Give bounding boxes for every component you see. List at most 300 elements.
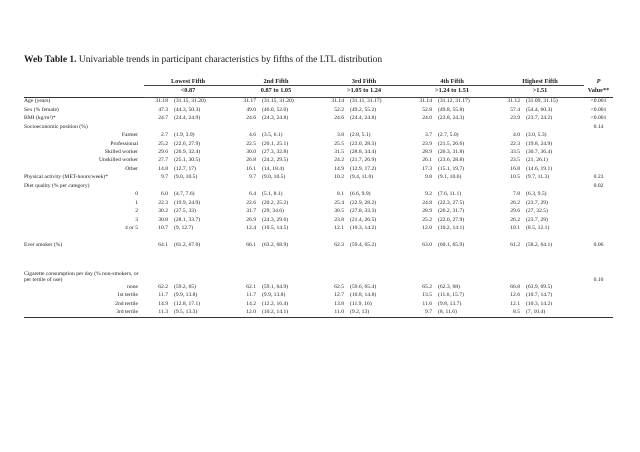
row-label: Age (years): [24, 98, 51, 105]
ci-cell: (9.0, 10.5): [174, 174, 198, 181]
ci-cell: (3.0, 5.3): [526, 132, 547, 139]
estimate-cell: 16.8: [510, 165, 521, 172]
estimate-cell: 14.9: [334, 165, 345, 172]
ci-cell: (31.15, 31.20): [174, 98, 206, 105]
estimate-cell: 11.7: [246, 292, 257, 299]
ci-cell: [522, 268, 584, 283]
ci-cell: (59.1, 64.9): [262, 283, 289, 290]
estimate-cell: 31.17: [243, 98, 257, 105]
estimate-cell: 24.6: [334, 115, 345, 122]
estimate-cell: 23.9: [510, 115, 521, 122]
ci-cell: (27.5, 33): [174, 208, 196, 215]
estimate-cell: 16.1: [246, 165, 257, 172]
ci-cell: (9.4, 11.0): [350, 174, 374, 181]
ci-cell: (19.8, 24.9): [526, 140, 553, 147]
ci-cell: (23.7, 29): [526, 216, 548, 223]
ci-cell: (22.6, 27.9): [438, 216, 465, 223]
estimate-cell: 28.9: [422, 149, 433, 156]
ci-cell: (14, 18.4): [262, 165, 284, 172]
ci-cell: [346, 123, 408, 131]
estimate-cell: 10.5: [510, 174, 521, 181]
ci-cell: (23.6, 28.8): [438, 157, 465, 164]
p-header-top: P: [596, 78, 601, 86]
p-value-cell: [584, 149, 613, 157]
estimate-cell: 30.0: [246, 149, 257, 156]
header-blank: [24, 74, 144, 86]
subcategory-label: Professional: [110, 140, 138, 147]
ci-cell: (25.1, 30.5): [174, 157, 201, 164]
estimate-cell: 12.1: [334, 224, 345, 231]
estimate-cell: 30.5: [334, 208, 345, 215]
ci-cell: (12.9, 17.2): [350, 165, 377, 172]
estimate-cell: 62.3: [334, 242, 345, 249]
estimate-cell: 8.1: [337, 191, 345, 198]
estimate-cell: 6.0: [161, 191, 168, 198]
estimate-cell: 61.2: [510, 242, 521, 249]
section-row: [24, 268, 613, 283]
p-header-bottom: Value**: [587, 87, 610, 95]
estimate-cell: 66.1: [246, 242, 257, 249]
ci-cell: (23.7, 24.2): [526, 115, 553, 122]
estimate-cell: [232, 268, 258, 283]
spacer-cell: [24, 233, 613, 242]
ci-cell: (4.7, 7.6): [174, 191, 195, 198]
estimate-cell: 24.0: [422, 115, 433, 122]
ci-cell: (9, 12.7): [174, 224, 194, 231]
ci-cell: [170, 182, 232, 190]
table-body: [24, 98, 613, 318]
table-row: [24, 300, 613, 308]
estimate-cell: 9.7: [161, 174, 168, 181]
estimate-cell: 27.7: [158, 157, 168, 164]
ci-cell: (62.3, 68): [438, 283, 460, 290]
estimate-cell: 8.5: [496, 309, 522, 318]
ci-cell: (2.7, 5.0): [438, 132, 459, 139]
estimate-cell: 3.7: [425, 132, 433, 139]
ci-cell: [258, 123, 320, 131]
subcategory-label: 4 or 5: [124, 224, 138, 231]
estimate-cell: 33.5: [510, 149, 521, 156]
estimate-cell: 31.14: [331, 98, 345, 105]
estimate-cell: 24.8: [422, 199, 433, 206]
estimate-cell: [320, 123, 346, 131]
range-header: >1.24 to 1.51: [408, 86, 496, 98]
ci-cell: (46.0, 52.0): [262, 106, 289, 113]
ci-cell: (27.8, 33.3): [350, 208, 377, 215]
estimate-cell: 47.3: [158, 106, 168, 113]
range-header: >1.51: [496, 86, 584, 98]
spacer-cell: [24, 259, 613, 268]
p-value-cell: [584, 166, 613, 174]
table-row: [24, 157, 613, 165]
table-row: [24, 132, 613, 140]
ci-cell: (22.6, 27.9): [174, 140, 201, 147]
estimate-cell: 12.7: [334, 292, 345, 299]
estimate-cell: 31.7: [246, 208, 257, 215]
p-value-cell: <0.001: [590, 115, 607, 122]
p-value-cell: [584, 300, 613, 308]
estimate-cell: [496, 182, 522, 190]
estimate-cell: [232, 123, 258, 131]
estimate-cell: [320, 182, 346, 190]
estimate-cell: 10.1: [510, 224, 521, 231]
estimate-cell: 30.2: [158, 208, 168, 215]
ci-cell: (9.1, 10.6): [438, 174, 462, 181]
ci-cell: (27, 32.5): [526, 208, 548, 215]
ci-cell: (59.6, 65.4): [350, 283, 377, 290]
ci-cell: (10.3, 14.2): [526, 300, 553, 307]
ci-cell: (10.2, 14.1): [258, 309, 320, 318]
table-row: [24, 191, 613, 199]
estimate-cell: 23.5: [510, 157, 521, 164]
ci-cell: (59.4, 65.2): [350, 242, 377, 249]
estimate-cell: 10.7: [158, 224, 168, 231]
estimate-cell: [408, 123, 434, 131]
estimate-cell: 25.2: [422, 216, 433, 223]
range-header: 0.87 to 1.05: [232, 86, 320, 98]
estimate-cell: 23.9: [422, 140, 433, 147]
ci-cell: (31.15, 31.20): [262, 98, 294, 105]
estimate-cell: [408, 182, 434, 190]
table-header: [24, 74, 613, 98]
subcategory-label: none: [127, 283, 138, 290]
ci-cell: (10.8, 14.8): [350, 292, 377, 299]
estimate-cell: 14.8: [158, 165, 168, 172]
group-header: 4th Fifth: [408, 74, 496, 86]
ci-cell: (21.5, 26.6): [438, 140, 465, 147]
estimate-cell: 11.0: [320, 309, 346, 318]
subcategory-label: 3rd tertile: [24, 309, 144, 318]
ci-cell: (9.0, 10.5): [262, 174, 286, 181]
row-label: Ever smoker (%): [24, 242, 63, 249]
ci-cell: (26.9, 32.4): [174, 149, 201, 156]
ci-cell: (5.1, 8.1): [262, 191, 283, 198]
estimate-cell: [496, 123, 522, 131]
ci-cell: (31.11, 31.17): [350, 98, 382, 105]
estimate-cell: 13.8: [334, 300, 345, 307]
ci-cell: [522, 123, 584, 131]
ci-cell: (9.7, 11.3): [526, 174, 550, 181]
ci-cell: [346, 268, 408, 283]
estimate-cell: [408, 268, 434, 283]
estimate-cell: 7.8: [513, 191, 521, 198]
ci-cell: (10.7, 14.7): [526, 292, 553, 299]
row-label: Sex (% female): [24, 106, 59, 113]
ci-cell: (9.2, 13): [346, 309, 408, 318]
table-row: [24, 208, 613, 216]
ci-cell: (9.9, 13.8): [174, 292, 198, 299]
p-value-cell: 0.23: [593, 174, 604, 181]
p-value-cell: 0.10: [593, 276, 604, 283]
estimate-cell: 28.9: [422, 208, 433, 215]
estimate-cell: 30.8: [158, 216, 168, 223]
p-value-cell: [584, 199, 613, 207]
p-value-cell: [584, 191, 613, 199]
subcategory-label: Other: [125, 165, 138, 172]
spacer-row: [24, 233, 613, 242]
estimate-cell: [496, 268, 522, 283]
estimate-cell: 12.0: [232, 309, 258, 318]
subcategory-label: 3: [135, 216, 138, 223]
estimate-cell: 64.1: [158, 242, 168, 249]
estimate-cell: [320, 268, 346, 283]
estimate-cell: 9.8: [425, 174, 433, 181]
spacer-row: [24, 259, 613, 268]
ci-cell: (1.9, 3.9): [174, 132, 195, 139]
estimate-cell: [232, 182, 258, 190]
ci-cell: (23.0, 28.3): [350, 140, 377, 147]
group-header: Lowest Fifth: [144, 74, 232, 86]
ci-cell: (21.7, 26.9): [350, 157, 377, 164]
ci-cell: (10.2, 14.1): [438, 224, 465, 231]
table-row: [24, 225, 613, 233]
results-table: [24, 74, 613, 318]
ci-cell: (14.6, 19.1): [526, 165, 553, 172]
ci-cell: (27.3, 32.8): [262, 149, 289, 156]
estimate-cell: 9.2: [425, 191, 433, 198]
ci-cell: (24.4, 24.9): [174, 115, 201, 122]
ci-cell: (28.1, 33.7): [174, 216, 201, 223]
estimate-cell: 31.5: [334, 149, 345, 156]
ci-cell: (11.6, 15.7): [438, 292, 464, 299]
ci-cell: (22.3, 27.5): [438, 199, 465, 206]
ci-cell: (24.3, 24.8): [262, 115, 289, 122]
subcategory-label: 2: [135, 208, 138, 215]
estimate-cell: 17.3: [422, 165, 433, 172]
table-row: [24, 115, 613, 123]
ci-cell: (63.2, 68.9): [262, 242, 289, 249]
ci-cell: (20.1, 25.1): [262, 140, 289, 147]
estimate-cell: 25.2: [158, 140, 168, 147]
estimate-cell: 65.2: [422, 283, 433, 290]
p-value-cell: <0.001: [590, 106, 607, 113]
ci-cell: (26.2, 31.7): [438, 208, 465, 215]
estimate-cell: 52.8: [422, 106, 433, 113]
ci-cell: (7, 10.4): [522, 309, 584, 318]
ci-cell: (11.9, 16): [350, 300, 372, 307]
ci-cell: (49.8, 55.8): [438, 106, 465, 113]
subcategory-label: 1st tertile: [117, 292, 138, 299]
estimate-cell: 52.2: [334, 106, 345, 113]
ci-cell: (24.4, 24.8): [350, 115, 377, 122]
table-row: [24, 292, 613, 300]
ci-cell: (23.7, 29): [526, 199, 548, 206]
estimate-cell: 3.8: [337, 132, 345, 139]
table-row: [24, 140, 613, 148]
subcategory-label: Farmer: [121, 132, 138, 139]
p-value-cell: <0.001: [590, 98, 607, 105]
estimate-cell: 12.6: [510, 292, 521, 299]
estimate-cell: 11.6: [422, 300, 433, 307]
ci-cell: (15.1, 19.7): [438, 165, 465, 172]
estimate-cell: 63.0: [422, 242, 433, 249]
table-row: [24, 174, 613, 182]
ci-cell: [434, 268, 496, 283]
estimate-cell: 26.1: [422, 157, 433, 164]
subcategory-label: 0: [135, 191, 138, 198]
range-header: >1.05 to 1.24: [320, 86, 408, 98]
ci-cell: (20.2, 25.2): [262, 199, 289, 206]
ci-cell: (61.2, 67.0): [174, 242, 201, 249]
estimate-cell: 31.18: [155, 98, 168, 105]
header-blank: [24, 86, 144, 98]
ci-cell: (31.09, 31.15): [526, 98, 558, 105]
ci-cell: [170, 123, 232, 131]
table-row: [24, 149, 613, 157]
estimate-cell: 26.9: [246, 216, 257, 223]
ci-cell: (44.3, 50.3): [174, 106, 201, 113]
p-value-cell: 0.02: [593, 182, 604, 189]
ci-cell: (24.3, 29.6): [262, 216, 289, 223]
p-value-cell: [584, 208, 613, 216]
subcategory-label: 2nd tertile: [115, 300, 138, 307]
spacer-row: [24, 250, 613, 259]
estimate-cell: 24.7: [158, 115, 168, 122]
estimate-cell: 2.7: [161, 132, 168, 139]
estimate-cell: 26.2: [510, 199, 521, 206]
ci-cell: (8, 11.6): [434, 309, 496, 318]
estimate-cell: 14.9: [158, 300, 168, 307]
estimate-cell: 4.6: [249, 132, 257, 139]
estimate-cell: 22.3: [510, 140, 521, 147]
estimate-cell: 9.7: [249, 174, 257, 181]
ci-cell: (23.8, 24.3): [438, 115, 465, 122]
estimate-cell: 12.4: [246, 224, 257, 231]
ci-cell: [522, 182, 584, 190]
table-row: [24, 216, 613, 224]
estimate-cell: 62.1: [246, 283, 257, 290]
ci-cell: (60.1, 65.9): [438, 242, 465, 249]
ci-cell: (12.8, 17.1): [174, 300, 201, 307]
ci-cell: [434, 182, 496, 190]
estimate-cell: 49.0: [246, 106, 257, 113]
estimate-cell: 29.6: [510, 208, 521, 215]
p-value-cell: [584, 216, 613, 224]
table-row: [24, 242, 613, 250]
table-row: [24, 309, 613, 318]
p-value-cell: [584, 292, 613, 300]
ci-cell: (49.2, 55.2): [350, 106, 377, 113]
p-value-cell: [584, 132, 613, 140]
ci-cell: (28.8, 34.4): [350, 149, 377, 156]
p-value-cell: [584, 140, 613, 148]
ci-cell: (19.9, 24.9): [174, 199, 201, 206]
table-row: [24, 106, 613, 114]
estimate-cell: 26.8: [246, 157, 257, 164]
estimate-cell: 22.3: [158, 199, 168, 206]
estimate-cell: 25.5: [334, 140, 345, 147]
estimate-cell: [144, 123, 170, 131]
ci-cell: (29, 34.6): [262, 208, 284, 215]
subcategory-label: Skilled worker: [104, 149, 138, 156]
estimate-cell: 9.7: [408, 309, 434, 318]
ci-cell: [258, 182, 320, 190]
estimate-cell: 66.8: [510, 283, 521, 290]
row-label: Diet quality (% per category): [24, 182, 90, 189]
ci-cell: (21.4, 26.5): [350, 216, 377, 223]
table-row: [24, 166, 613, 174]
row-label: Physical activity (MET-hours/week)*: [24, 174, 108, 181]
estimate-cell: 31.14: [419, 98, 433, 105]
estimate-cell: 14.2: [246, 300, 257, 307]
table-title: [24, 55, 382, 65]
estimate-cell: 57.4: [510, 106, 521, 113]
ci-cell: (9.9, 13.8): [262, 292, 286, 299]
estimate-cell: 62.2: [158, 283, 168, 290]
ci-cell: (30.7, 36.4): [526, 149, 553, 156]
estimate-cell: 24.6: [246, 115, 257, 122]
estimate-cell: [144, 268, 170, 283]
ci-cell: (31.12, 31.17): [438, 98, 470, 105]
section-row: [24, 123, 613, 131]
estimate-cell: 23.8: [334, 216, 345, 223]
p-value-cell: [584, 283, 613, 291]
estimate-cell: 10.2: [334, 174, 345, 181]
ci-cell: (58.2, 64.1): [526, 242, 553, 249]
estimate-cell: 31.12: [507, 98, 521, 105]
p-value-cell: [584, 225, 613, 233]
row-label-text: Cigarette consumption per day (% non-smokers, or per tertile of use): [24, 270, 139, 284]
subcategory-label: 1: [135, 199, 138, 206]
ci-cell: (54.4, 60.3): [526, 106, 553, 113]
ci-cell: (22.9, 28.2): [350, 199, 377, 206]
table-row: [24, 98, 613, 107]
p-value-cell: 0.14: [593, 123, 604, 130]
ci-cell: (59.2, 65): [174, 283, 196, 290]
ci-cell: [346, 182, 408, 190]
table-label: Web Table 1.: [24, 55, 77, 65]
ci-cell: [434, 123, 496, 131]
estimate-cell: 11.7: [158, 292, 168, 299]
estimate-cell: 12.1: [510, 300, 521, 307]
estimate-cell: 11.3: [144, 309, 170, 318]
estimate-cell: 13.5: [422, 292, 433, 299]
p-value-cell: [584, 157, 613, 165]
estimate-cell: 22.5: [246, 140, 257, 147]
ci-cell: [258, 268, 320, 283]
ci-cell: (10.5, 14.5): [262, 224, 289, 231]
ci-cell: (6.3, 9.5): [526, 191, 547, 198]
ci-cell: (9.5, 13.3): [170, 309, 232, 318]
spacer-cell: [24, 250, 613, 259]
group-header: 3rd Fifth: [320, 74, 408, 86]
ci-cell: [170, 268, 232, 283]
ci-cell: (7.6, 11.1): [438, 191, 462, 198]
group-header: Highest Fifth: [496, 74, 584, 86]
estimate-cell: 24.2: [334, 157, 345, 164]
estimate-cell: 12.0: [422, 224, 433, 231]
table-row: [24, 283, 613, 291]
p-value-cell: 0.06: [593, 242, 604, 249]
table-caption: Univariable trends in participant characteristics by fifths of the LTL distribution: [78, 55, 383, 65]
ci-cell: (63.9, 69.5): [526, 283, 553, 290]
estimate-cell: 22.6: [246, 199, 257, 206]
ci-cell: (21, 26.1): [526, 157, 548, 164]
estimate-cell: [144, 182, 170, 190]
row-label: BMI (kg/m²)*: [24, 115, 56, 122]
estimate-cell: 26.2: [510, 216, 521, 223]
ci-cell: (8.5, 12.1): [526, 224, 550, 231]
ci-cell: (10.3, 14.2): [350, 224, 377, 231]
section-row: [24, 182, 613, 190]
ci-cell: (3.5, 6.1): [262, 132, 283, 139]
row-label: Socioeconomic position (%): [24, 123, 88, 130]
estimate-cell: 29.6: [158, 149, 168, 156]
group-header: 2nd Fifth: [232, 74, 320, 86]
ci-cell: (26.3, 31.8): [438, 149, 465, 156]
estimate-cell: 4.0: [513, 132, 521, 139]
ci-cell: (6.6, 9.9): [350, 191, 371, 198]
